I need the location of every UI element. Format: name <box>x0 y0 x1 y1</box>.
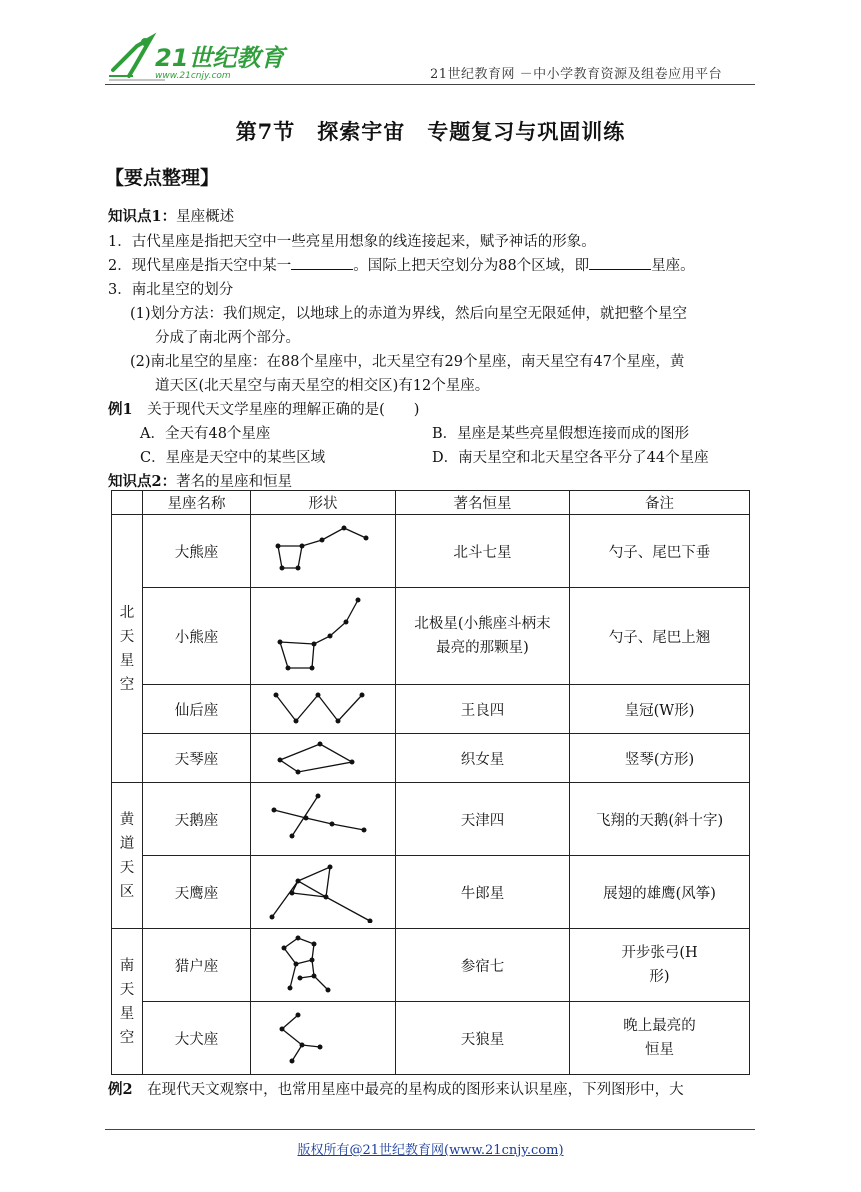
example1-label: 例1 <box>108 401 133 418</box>
note: 皇冠(W形) <box>570 685 750 734</box>
kp1-heading <box>108 205 234 226</box>
table-header-row <box>112 491 750 515</box>
group-south: 南天星空 <box>112 929 143 1075</box>
example1-question <box>108 398 419 419</box>
kp1-item2-part-a: 2．现代星座是指天空中某一 <box>108 258 292 274</box>
table-row <box>112 734 750 783</box>
famous-star: 天津四 <box>396 783 570 856</box>
little-dipper-icon <box>268 594 378 679</box>
header-name: 星座名称 <box>143 491 251 515</box>
header-star: 著名恒星 <box>396 491 570 515</box>
table-row <box>112 783 750 856</box>
constellation-name: 小熊座 <box>143 588 251 685</box>
table-row <box>112 515 750 588</box>
shape-cell <box>251 515 396 588</box>
note: 展翅的雄鹰(风筝) <box>570 856 750 929</box>
shape-cell <box>251 783 396 856</box>
example2-label: 例2 <box>108 1081 133 1098</box>
shape-cell <box>251 685 396 734</box>
table-row <box>112 856 750 929</box>
runner-icon <box>105 32 290 82</box>
footer-copyright-link[interactable]: 版权所有@21世纪教育网(www.21cnjy.com) <box>297 1143 564 1158</box>
option-b[interactable]: B．星座是某些亮星假想连接而成的图形 <box>432 426 690 442</box>
group-north: 北天星空 <box>112 515 143 783</box>
famous-star: 北极星(小熊座斗柄末最亮的那颗星) <box>396 588 570 685</box>
kite-icon <box>268 861 378 923</box>
kp1-item2-part-b: 。国际上把天空划分为88个区域，即 <box>353 258 590 274</box>
note: 竖琴(方形) <box>570 734 750 783</box>
kp1-item2 <box>108 254 695 275</box>
shape-cell <box>251 588 396 685</box>
constellation-name: 大熊座 <box>143 515 251 588</box>
header-divider <box>105 84 755 85</box>
famous-star: 天狼星 <box>396 1002 570 1075</box>
section-heading: 【要点整理】 <box>105 167 220 189</box>
note: 晚上最亮的恒星 <box>570 1002 750 1075</box>
kp2-heading <box>108 470 292 491</box>
constellation-name: 仙后座 <box>143 685 251 734</box>
constellation-table <box>111 490 750 1075</box>
famous-star: 参宿七 <box>396 929 570 1002</box>
kp1-item2-part-c: 星座。 <box>651 258 695 274</box>
kp1-item3: 3．南北星空的划分 <box>108 282 234 298</box>
group-ecliptic: 黄道天区 <box>112 783 143 929</box>
kp1-item1: 1．古代星座是指把天空中一些亮星用想象的线连接起来，赋予神话的形象。 <box>108 234 596 250</box>
table-row <box>112 929 750 1002</box>
example2-question <box>108 1078 684 1099</box>
note: 开步张弓(H形) <box>570 929 750 1002</box>
canis-major-icon <box>268 1009 378 1067</box>
example2-text: 在现代天文观察中，也常用星座中最亮的星构成的图形来认识星座，下列图形中，大 <box>147 1082 684 1098</box>
kp1-item3-1b: 分成了南北两个部分。 <box>155 330 300 346</box>
header-shape: 形状 <box>251 491 396 515</box>
constellation-name: 大犬座 <box>143 1002 251 1075</box>
note: 勺子、尾巴上翘 <box>570 588 750 685</box>
table-row <box>112 685 750 734</box>
kp1-item3-2a: (2)南北星空的星座：在88个星座中，北天星空有29个星座，南天星空有47个星座，黄 <box>130 354 685 370</box>
orion-icon <box>268 934 378 996</box>
famous-star: 北斗七星 <box>396 515 570 588</box>
famous-star: 牛郎星 <box>396 856 570 929</box>
famous-star: 王良四 <box>396 685 570 734</box>
option-d[interactable]: D．南天星空和北天星空各平分了44个星座 <box>432 450 709 466</box>
shape-cell <box>251 734 396 783</box>
option-a[interactable]: A．全天有48个星座 <box>140 426 271 442</box>
kp1-item3-1a: (1)划分方法：我们规定，以地球上的赤道为界线，然后向星空无限延伸，就把整个星空 <box>130 306 688 322</box>
site-name: 21世纪教育网 －中小学教育资源及组卷应用平台 <box>430 67 723 82</box>
example1-text: 关于现代天文学星座的理解正确的是( ) <box>147 402 420 418</box>
site-logo[interactable] <box>105 32 290 82</box>
kp2-label: 知识点2： <box>108 473 177 490</box>
shape-cell <box>251 1002 396 1075</box>
kp2-text: 著名的星座和恒星 <box>176 474 293 490</box>
svg-text:21世纪教育: 21世纪教育 <box>155 44 285 72</box>
constellation-name: 天鹰座 <box>143 856 251 929</box>
table-row <box>112 588 750 685</box>
lyra-icon <box>268 738 378 778</box>
constellation-name: 天鹅座 <box>143 783 251 856</box>
famous-star: 织女星 <box>396 734 570 783</box>
svg-text:www.21cnjy.com: www.21cnjy.com <box>155 71 231 81</box>
kp1-item3-2b: 道天区(北天星空与南天星空的相交区)有12个星座。 <box>155 378 490 394</box>
shape-cell <box>251 856 396 929</box>
kp1-text: 星座概述 <box>176 209 235 225</box>
big-dipper-icon <box>268 524 378 579</box>
note: 飞翔的天鹅(斜十字) <box>570 783 750 856</box>
page-title: 第7节 探索宇宙 专题复习与巩固训练 <box>235 119 626 144</box>
answer-blank-2[interactable] <box>589 257 651 270</box>
header-group <box>112 491 143 515</box>
note: 勺子、尾巴下垂 <box>570 515 750 588</box>
footer-divider <box>105 1129 755 1130</box>
header-note: 备注 <box>570 491 750 515</box>
constellation-name: 猎户座 <box>143 929 251 1002</box>
w-shape-icon <box>268 689 378 729</box>
option-c[interactable]: C．星座是天空中的某些区域 <box>140 450 326 466</box>
kp1-label: 知识点1： <box>108 208 177 225</box>
table-row <box>112 1002 750 1075</box>
constellation-name: 天琴座 <box>143 734 251 783</box>
answer-blank-1[interactable] <box>291 257 353 270</box>
shape-cell <box>251 929 396 1002</box>
cross-icon <box>268 792 378 847</box>
